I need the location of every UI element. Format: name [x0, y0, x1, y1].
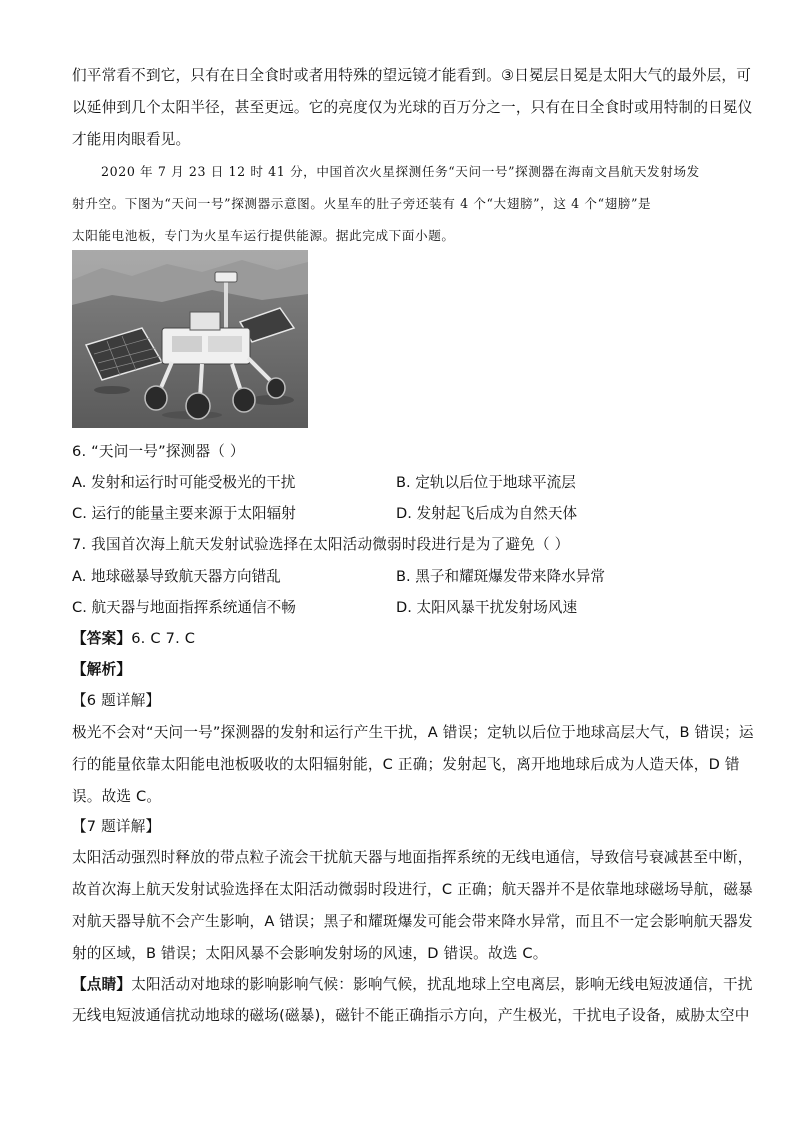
passage-line-1: 2020 年 7 月 23 日 12 时 41 分，中国首次火星探测任务“天问一号”探测器在海南文昌航天发射场发: [101, 164, 700, 179]
intro-line-3: 才能用肉眼看见。: [72, 131, 191, 148]
question-6-option-a: A. 发射和运行时可能受极光的干扰: [72, 474, 296, 491]
detail-7-line-2: 故首次海上航天发射试验选择在太阳活动微弱时段进行，C 正确；航天器并不是依靠地球磁场导航，磁暴: [72, 881, 753, 898]
answer-label: 【答案】: [72, 630, 132, 647]
passage-line-3: 太阳能电池板，专门为火星车运行提供能源。据此完成下面小题。: [72, 228, 455, 243]
detail-6-line-3: 误。故选 C。: [72, 788, 162, 805]
question-7-option-a: A. 地球磁暴导致航天器方向错乱: [72, 568, 281, 585]
answer-line: [72, 629, 195, 649]
detail-7-line-3: 对航天器导航不会产生影响，A 错误；黑子和耀斑爆发可能会带来降水异常，而且不一定会影响航天器发: [72, 913, 753, 930]
remark-label: 【点睛】: [72, 976, 132, 993]
detail-7-line-1: 太阳活动强烈时释放的带点粒子流会干扰航天器与地面指挥系统的无线电通信，导致信号衰减甚至中断，: [72, 849, 753, 866]
detail-6-line-2: 行的能量依靠太阳能电池板吸收的太阳辐射能，C 正确；发射起飞，离开地地球后成为人造天体，D 错: [72, 756, 740, 773]
answer-text: 6. C 7. C: [131, 630, 196, 647]
question-6-option-d: D. 发射起飞后成为自然天体: [396, 505, 578, 522]
question-6-option-c: C. 运行的能量主要来源于太阳辐射: [72, 505, 296, 522]
question-6-stem: 6. “天问一号”探测器（ ）: [72, 443, 245, 460]
passage-line-2: 射升空。下图为“天问一号”探测器示意图。火星车的肚子旁还装有 4 个“大翅膀”，这 4 个“翅膀”是: [72, 196, 652, 211]
intro-line-2: 以延伸到几个太阳半径，甚至更远。它的亮度仅为光球的百万分之一，只有在日全食时或用特制的日冕仪: [72, 99, 753, 116]
question-7-option-d: D. 太阳风暴干扰发射场风速: [396, 599, 578, 616]
question-7-stem: 7. 我国首次海上航天发射试验选择在太阳活动微弱时段进行是为了避免（ ）: [72, 536, 570, 553]
question-7-option-b: B. 黑子和耀斑爆发带来降水异常: [396, 568, 606, 585]
detail-7-label: 【7 题详解】: [72, 818, 161, 835]
remark-line-1: [72, 975, 753, 995]
analysis-label: 【解析】: [72, 661, 132, 678]
detail-7-line-4: 射的区域，B 错误；太阳风暴不会影响发射场的风速，D 错误。故选 C。: [72, 945, 548, 962]
detail-6-label: 【6 题详解】: [72, 692, 161, 709]
remark-line-2: 无线电短波通信扰动地球的磁场(磁暴)，磁针不能正确指示方向，产生极光，干扰电子设备，威胁太空中: [72, 1007, 750, 1024]
detail-6-line-1: 极光不会对“天问一号”探测器的发射和运行产生干扰，A 错误；定轨以后位于地球高层大气，B 错误；运: [72, 724, 754, 741]
intro-line-1: 们平常看不到它，只有在日全食时或者用特殊的望远镜才能看到。③日冕层日冕是太阳大气的最外层，可: [72, 67, 752, 84]
mars-rover-image: [72, 250, 308, 428]
remark-text: 太阳活动对地球的影响影响气候：影响气候，扰乱地球上空电离层，影响无线电短波通信，干扰: [131, 976, 753, 993]
question-7-option-c: C. 航天器与地面指挥系统通信不畅: [72, 599, 296, 616]
question-6-option-b: B. 定轨以后位于地球平流层: [396, 474, 576, 491]
